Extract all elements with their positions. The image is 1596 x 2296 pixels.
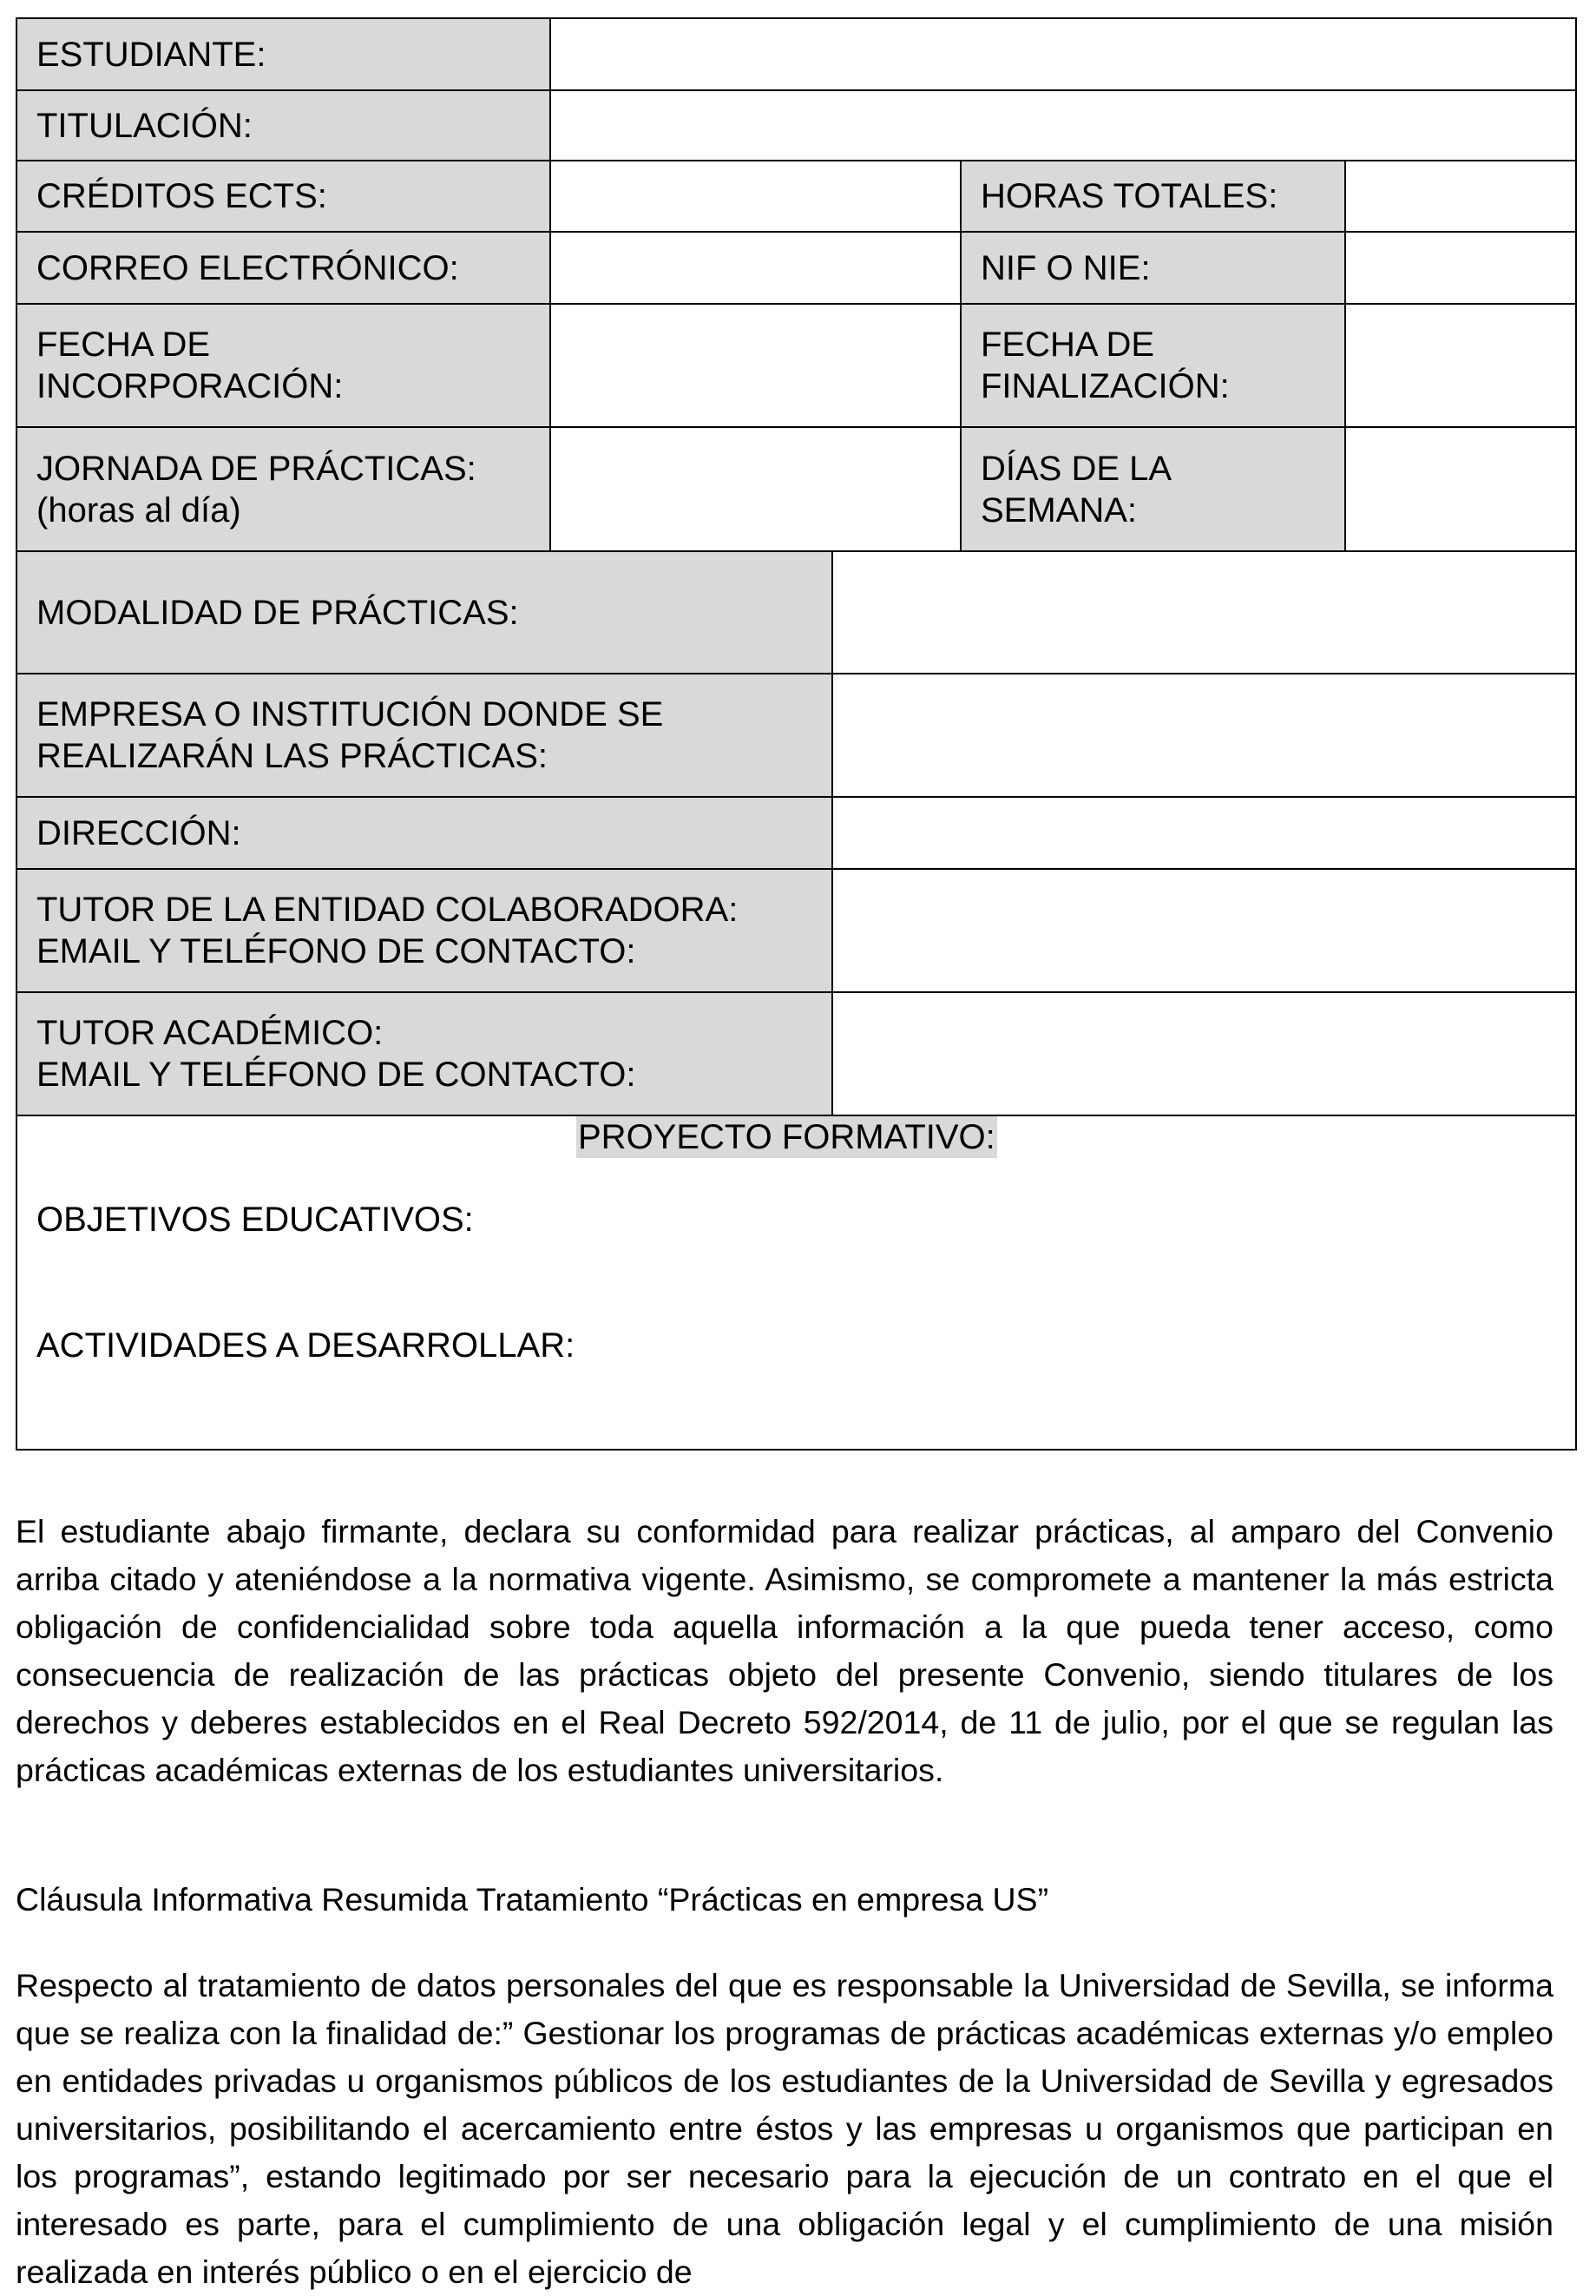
- proyecto-formativo-title: PROYECTO FORMATIVO:: [578, 1118, 995, 1156]
- empresa-label-cell: [16, 673, 833, 798]
- proyecto-formativo-box[interactable]: [16, 1115, 1577, 1451]
- nif-label-cell: [960, 231, 1346, 305]
- objetivos-label: OBJETIVOS EDUCATIVOS:: [36, 1201, 474, 1239]
- dias-semana-field[interactable]: [1344, 426, 1577, 552]
- dias-semana-label: DÍAS DE LA SEMANA:: [981, 449, 1172, 530]
- fecha-finalizacion-label-cell: [960, 303, 1346, 428]
- estudiante-field[interactable]: [549, 17, 1577, 91]
- declaracion-paragraph: El estudiante abajo firmante, declara su conformidad para realizar prácticas, al amparo del Convenio arriba citado y ateniéndose a la normativa vigente. Asimismo, se compromete a mantener la más estricta obligación de confidencialidad sobre toda aquella información a la que pueda tener acceso, como consecuencia de realización de las prácticas objeto del presente Convenio, siendo titulares de los derechos y deberes establecidos en el Real Decreto 592/2014, de 11 de julio, por el que se regulan las prácticas académicas externas de los estudiantes universitarios.: [16, 1513, 1553, 1788]
- tutor-entidad-label-cell: [16, 868, 833, 993]
- jornada-field[interactable]: [549, 426, 962, 552]
- estudiante-label-cell: [16, 17, 551, 91]
- correo-label-cell: [16, 231, 551, 305]
- direccion-label: DIRECCIÓN:: [36, 813, 241, 852]
- fecha-finalizacion-label: FECHA DE FINALIZACIÓN:: [981, 326, 1230, 405]
- tratamiento-paragraph: Respecto al tratamiento de datos personales del que es responsable la Universidad de Sevilla, se informa que se realiza con la finalidad de:” Gestionar los programas de prácticas académicas externas y/o empleo en entidades privadas u organismos públicos de los estudiantes de la Universidad de Sevilla y egresados universitarios, posibilitando el acercamiento entre éstos y las empresas u organismos que participan en los programas”, estando legitimado por ser necesario para la ejecución de un contrato en el que el interesado es parte, para el cumplimiento de una obligación legal y el cumplimiento de una misión realizada en interés público o en el ejercicio de: [16, 1967, 1553, 2290]
- titulacion-label: TITULACIÓN:: [36, 106, 253, 145]
- estudiante-label: ESTUDIANTE:: [36, 35, 266, 74]
- dias-semana-label-cell: [960, 426, 1346, 552]
- horas-totales-field[interactable]: [1344, 160, 1577, 233]
- jornada-label-cell: [16, 426, 551, 552]
- jornada-label: JORNADA DE PRÁCTICAS: (horas al día): [36, 449, 476, 530]
- modalidad-label-cell: [16, 550, 833, 674]
- creditos-field[interactable]: [549, 160, 962, 233]
- fecha-incorporacion-label: FECHA DE INCORPORACIÓN:: [36, 326, 344, 405]
- tutor-entidad-field[interactable]: [831, 868, 1577, 993]
- correo-field[interactable]: [549, 231, 962, 305]
- horas-totales-label: HORAS TOTALES:: [981, 177, 1278, 215]
- tutor-academico-label-cell: [16, 991, 833, 1116]
- fecha-incorporacion-label-cell: [16, 303, 551, 428]
- tutor-academico-field[interactable]: [831, 991, 1577, 1116]
- fecha-incorporacion-field[interactable]: [549, 303, 962, 428]
- modalidad-label: MODALIDAD DE PRÁCTICAS:: [36, 593, 519, 632]
- titulacion-label-cell: [16, 89, 551, 161]
- empresa-label: EMPRESA O INSTITUCIÓN DONDE SE REALIZARÁN LAS PRÁCTICAS:: [36, 695, 664, 775]
- fecha-finalizacion-field[interactable]: [1344, 303, 1577, 428]
- modalidad-field[interactable]: [831, 550, 1577, 674]
- creditos-label-cell: [16, 160, 551, 233]
- horas-totales-label-cell: [960, 160, 1346, 233]
- correo-label: CORREO ELECTRÓNICO:: [36, 248, 459, 287]
- clausula-title: Cláusula Informativa Resumida Tratamiento “Prácticas en empresa US”: [16, 1881, 1049, 1918]
- creditos-label: CRÉDITOS ECTS:: [36, 177, 327, 215]
- direccion-label-cell: [16, 796, 833, 870]
- nif-label: NIF O NIE:: [981, 248, 1151, 287]
- actividades-label: ACTIVIDADES A DESARROLLAR:: [36, 1326, 575, 1365]
- tutor-entidad-label: TUTOR DE LA ENTIDAD COLABORADORA: EMAIL Y TELÉFONO DE CONTACTO:: [36, 891, 739, 970]
- titulacion-field[interactable]: [549, 89, 1577, 161]
- tutor-academico-label: TUTOR ACADÉMICO: EMAIL Y TELÉFONO DE CONTACTO:: [36, 1014, 636, 1094]
- direccion-field[interactable]: [831, 796, 1577, 870]
- nif-field[interactable]: [1344, 231, 1577, 305]
- empresa-field[interactable]: [831, 673, 1577, 798]
